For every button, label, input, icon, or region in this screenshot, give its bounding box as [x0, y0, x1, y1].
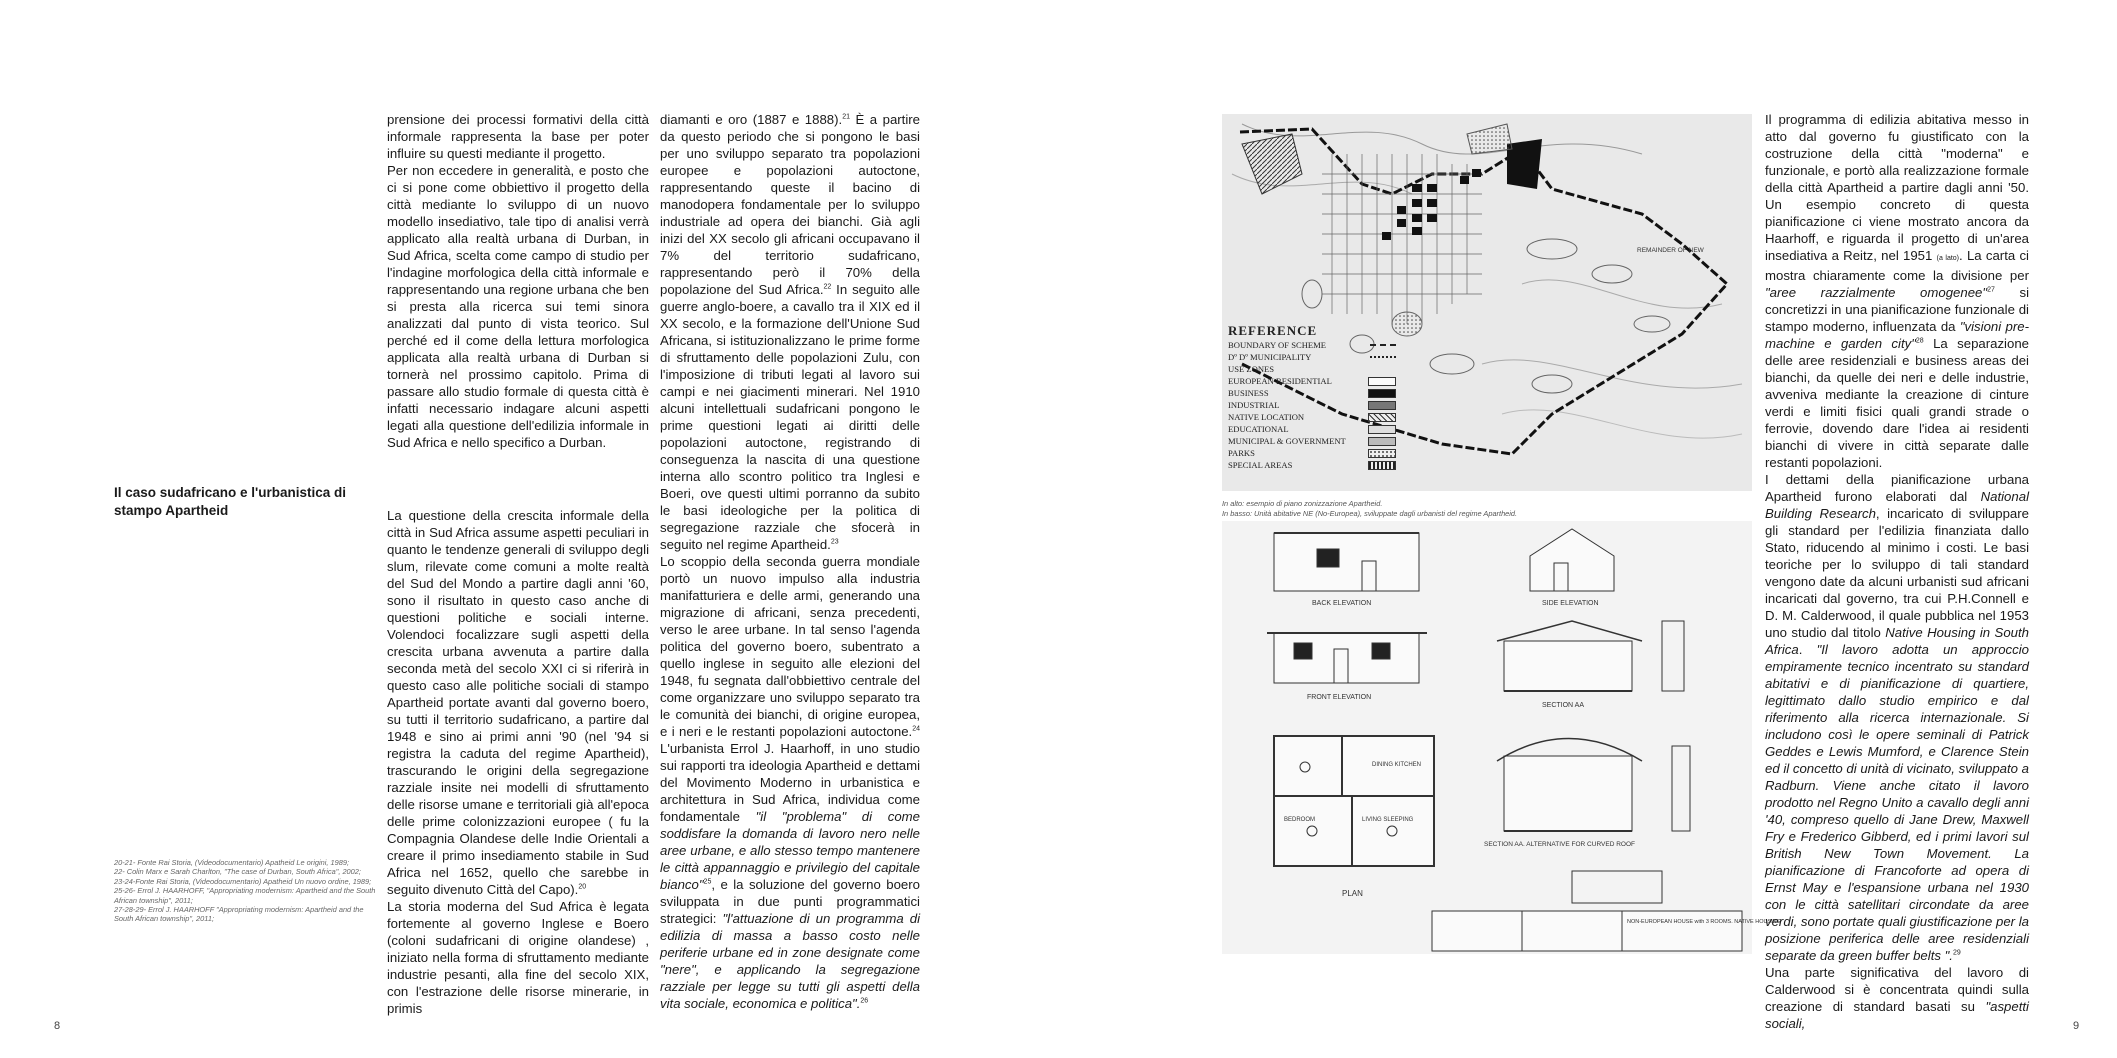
paragraph: diamanti e oro (1887 e 1888).$^{21}$ È a partire da questo periodo che si pongono le basi per uno sviluppo separato tra popolazioni europee e popolazioni autoctone, rappresentando queste il bacino di manodopera fondamentale per lo sviluppo industriale ad opera dei bianchi. Già agli inizi del XX secolo gli africani occupavano il 7% del territorio sudafricano, rappresentando però il 70% della popolazione del Sud Africa.$^{22}$ In seguito alle guerre anglo-boere, a cavallo tra il XIX ed il XX secolo, e la formazione dell'Unione Sud Africana, si istituzionalizzano le prime forme di sfruttamento delle popolazioni Zulu, con l'imposizione di tributi legati al lavoro sui campi e nei giacimenti minerari. Nel 1910 alcuni intellettuali sudafricani pongono le prime questioni legati ai diritti delle popolazioni autoctone, registrando di conseguenza la nascita di una questione interna allo scontro politico tra Inglesi e Boeri, ove questi ultimi porranno da subito le basi ideologiche per la politica di segregazione razziale che sfocerà in seguito nel regime Apartheid.$^{23}$	[660, 112, 921, 552]
legend-row: Dº Dº MUNICIPALITY	[1228, 351, 1396, 363]
legend-row: EDUCATIONAL	[1228, 423, 1396, 435]
footnote: 23-24-Fonte Rai Storia, (Videodocumentario) Apatheid Un nuovo ordine, 1989;	[114, 876, 372, 886]
plan-label: PLAN	[1342, 889, 1363, 898]
paragraph: La questione della crescita informale della città in Sud Africa assume aspetti peculiari in quanto le tendenze generali di sviluppo degli slum, rilevate come comuni a molte realtà del Sud del Mondo a partire dagli anni '60, sono il risultato in questo caso anche di questioni politiche e sociali interne. Volendoci focalizzare sugli aspetti della crescita urbana avvenuta a partire dalla seconda metà del secolo XXI ci si riferirà in questo caso alle politiche sociali di stampo Apartheid portate avanti dal governo boero, su tutti il territorio sudafricano, a partire dal 1948 e sino ai primi anni '90 (nel '94 si registra la caduta del regime Apartheid), trascurando le origini della segregazione razziale insite nei modelli di sfruttamento delle risorse umane e territoriali già all'epoca delle prime colonizzazioni europee ( fu la Compagnia Olandese delle Indie Orientali a creare il primo insediamento stabile in Sud Africa nel 1652, quello che sarebbe in seguito divenuto Città del Capo).$^{20}$	[387, 508, 649, 897]
bedroom-label: BEDROOM	[1284, 817, 1316, 823]
legend-row: SPECIAL AREAS	[1228, 459, 1396, 471]
footnote: 22- Colin Marx e Sarah Charlton, "The case of Durban, South Africa", 2002;	[114, 867, 361, 877]
legend-row: BUSINESS	[1228, 387, 1396, 399]
page-number-left: 8	[54, 1020, 61, 1032]
map-legend	[1228, 325, 1396, 471]
dining-kitchen-label: DINING KITCHEN	[1372, 762, 1422, 768]
legend-row: MUNICIPAL & GOVERNMENT	[1228, 435, 1396, 447]
paragraph: La storia moderna del Sud Africa è legata fortemente al governo Inglese e Boero (coloni sudafricani di origine olandese) , iniziato nella forma di sfruttamento mediante industrie pesanti, alla fine del secolo XIX, con l'estrazione delle risorse minerarie, in primis	[387, 899, 649, 1016]
front-elevation-label: FRONT ELEVATION	[1307, 694, 1372, 701]
text-column-2	[660, 111, 920, 1012]
paragraph: I dettami della pianificazione urbana Apartheid furono elaborati dal National Building Research, incaricato di sviluppare gli standard per l'edilizia finanziata dallo Stato, riducendo al minimo i costi. Le basi teoriche per lo sviluppo di tali standard vengono date da alcuni urbanisti sud africani incaricati dal governo, tra cui P.H.Connell e D. M. Calderwood, il quale pubblica nel 1953 uno studio dal titolo Native Housing in South Africa. "Il lavoro adotta un approccio empiramente tecnico incentrato su standard abitativi e di pianificazione di quartiere, legittimato dallo studio empirico e dal riferimento alla ricerca internazionale. Si includono così le opere seminali di Patrick Geddes e Lewis Mumford, e Clarence Stein ed il concetto di unità di vicinato, sviluppato a Radburn. Viene anche citato il lavoro prodotto nel Regno Unito a cavallo degli anni '40, compreso quello di Jane Drew, Maxwell Fry e Frederico Gibberd, ed i primi lavori sul British New Town Movement. La pianificazione di Francoforte ad opera di Ernst May e l'espansione urbana nel 1930 con le città satellitari circondate da aree verdi, sono portate quali giustificazione per la posizione periferica delle aree residenziali separate da green buffer belts ".$^{29}$	[1765, 472, 2029, 963]
figure-caption: In alto: esempio di piano zonizzazione Apartheid. In basso: Unità abitative NE (No-Europea), sviluppate dagli urbanisti del regime Apartheid.	[1222, 499, 1518, 518]
paragraph: Il programma di edilizia abitativa messo in atto dal governo fu giustificato con la costruzione della città "moderna" e funzionale, e portò alla realizzazione formale della città Apartheid a partire dagli anni '50. Un esempio concreto di questa pianificazione ci viene mostrato ancora da Haarhoff, e riguarda il progetto di un'area insediativa a Reitz, nel 1951 (a lato). La carta ci mostra chiaramente come la divisione per "aree razzialmente omogenee"$^{27}$ si concretizzi in una pianificazione funzionale di stampo moderno, influenzata da "visioni pre-machine e garden city"$^{28}$ La separazione delle aree residenziali e business areas dei bianchi, da quelle dei neri e delle industrie, avveniva mediante la creazione di cinture verdi e limiti fisici quali grandi strade o ferrovie, dovendo dare l'idea ai residenti bianchi di vivere in città separate dalle restanti popolazioni.	[1765, 112, 2030, 470]
paragraph: Una parte significativa del lavoro di Calderwood si è concentrata quindi sulla creazione di standard basati su "aspetti sociali,	[1765, 965, 2029, 1031]
house-plans-drawing	[1222, 521, 1781, 954]
side-elevation-label: SIDE ELEVATION	[1542, 600, 1599, 607]
legend-title: REFERENCE	[1228, 323, 1318, 338]
footnote: 20-21- Fonte Rai Storia, (Videodocumentario) Apatheid Le origini, 1989;	[114, 858, 349, 867]
section-aa-alt-label: SECTION AA. ALTERNATIVE FOR CURVED ROOF	[1484, 841, 1635, 848]
footnote: 27-28-29- Errol J. HAARHOFF "Appropriating modernism: Apartheid and the South African township", 2011;	[114, 905, 364, 924]
living-sleeping-label: LIVING SLEEPING	[1362, 817, 1414, 823]
footnotes	[114, 858, 376, 924]
legend-row: USE ZONES	[1228, 364, 1275, 374]
paragraph: prensione dei processi formativi della città informale rappresenta la base per poter influire su questi mediante il progetto.	[387, 112, 649, 161]
page-number-right: 9	[2073, 1020, 2080, 1032]
house-plans-figure	[1222, 521, 1781, 954]
paragraph: Per non eccedere in generalità, e posto che ci si pone come obbiettivo il progetto della città mediante lo sviluppo di un nuovo modello insediativo, tale tipo di analisi verrà applicato alla realtà urbana di Durban, in Sud Africa, scelta come campo di studio per l'indagine morfologica della città informale e rappresentando una regione urbana che ben si presta alla ricerca sui temi sinora analizzati dal punto di vista teorico. Sul perché ed il come della lettura morfologica applicata alla realtà urbana di Durban si tornerà nel prossimo capitolo. Prima di passare allo studio formale di questa città è infatti necessario indagare alcuni aspetti legati alla questione dell'edilizia informale in Sud Africa e nello specifico a Durban.	[387, 163, 649, 450]
text-column-3	[1765, 111, 2029, 1032]
legend-row: INDUSTRIAL	[1228, 399, 1396, 411]
legend-row: BOUNDARY OF SCHEME	[1228, 339, 1396, 351]
title-block-label: NON-EUROPEAN HOUSE with 3 ROOMS. NATIVE HOUSING	[1627, 919, 1781, 925]
back-elevation-label: BACK ELEVATION	[1312, 600, 1372, 607]
section-aa-label: SECTION AA	[1542, 702, 1585, 709]
paragraph: Lo scoppio della seconda guerra mondiale portò un nuovo impulso alla industria manifatturiera e delle armi, generando una migrazione di africani, senza precedenti, verso le aree urbane. In tal senso l'agenda politica del governo boero, subentrato a quello inglese in seguito alle elezioni del 1948, fu segnata dall'obbiettivo centrale del come organizzare uno sviluppo separato tra le comunità dei bianchi, di origine europea, e i neri e le restanti popolazioni autoctone.$^{24}$ L'urbanista Errol J. Haarhoff, in uno studio sui rapporti tra ideologia Apartheid e dettami del Movimento Moderno in urbanistica e architettura in Sud Africa, individua come fondamentale "il "problema" di come soddisfare la domanda di lavoro nero nelle aree urbane, e allo stesso tempo mantenere le città appannaggio e privilegio del capitale bianco"$^{25}$, e la soluzione del governo boero sviluppata in due punti programmatici strategici: "l'attuazione di un programma di edilizia di massa a basso costo nelle periferie urbane ed in zone designate come "nere", e applicando la segregazione razziale per legge su tutti gli aspetti della vita sociale, economica e politica".$^{26}$	[660, 554, 921, 1011]
legend-row: PARKS	[1228, 447, 1396, 459]
legend-row: NATIVE LOCATION	[1228, 411, 1396, 423]
section-heading: Il caso sudafricano e l'urbanistica di stampo Apartheid	[114, 485, 347, 518]
remainder-label: REMAINDER OF NEW	[1637, 247, 1704, 254]
text-column-1	[387, 111, 649, 1017]
legend-row: EUROPEAN RESIDENTIAL	[1228, 375, 1396, 387]
footnote: 25-26- Errol J. HAARHOFF, "Appropriating modernism: Apartheid and the South African township", 2011;	[114, 886, 376, 905]
